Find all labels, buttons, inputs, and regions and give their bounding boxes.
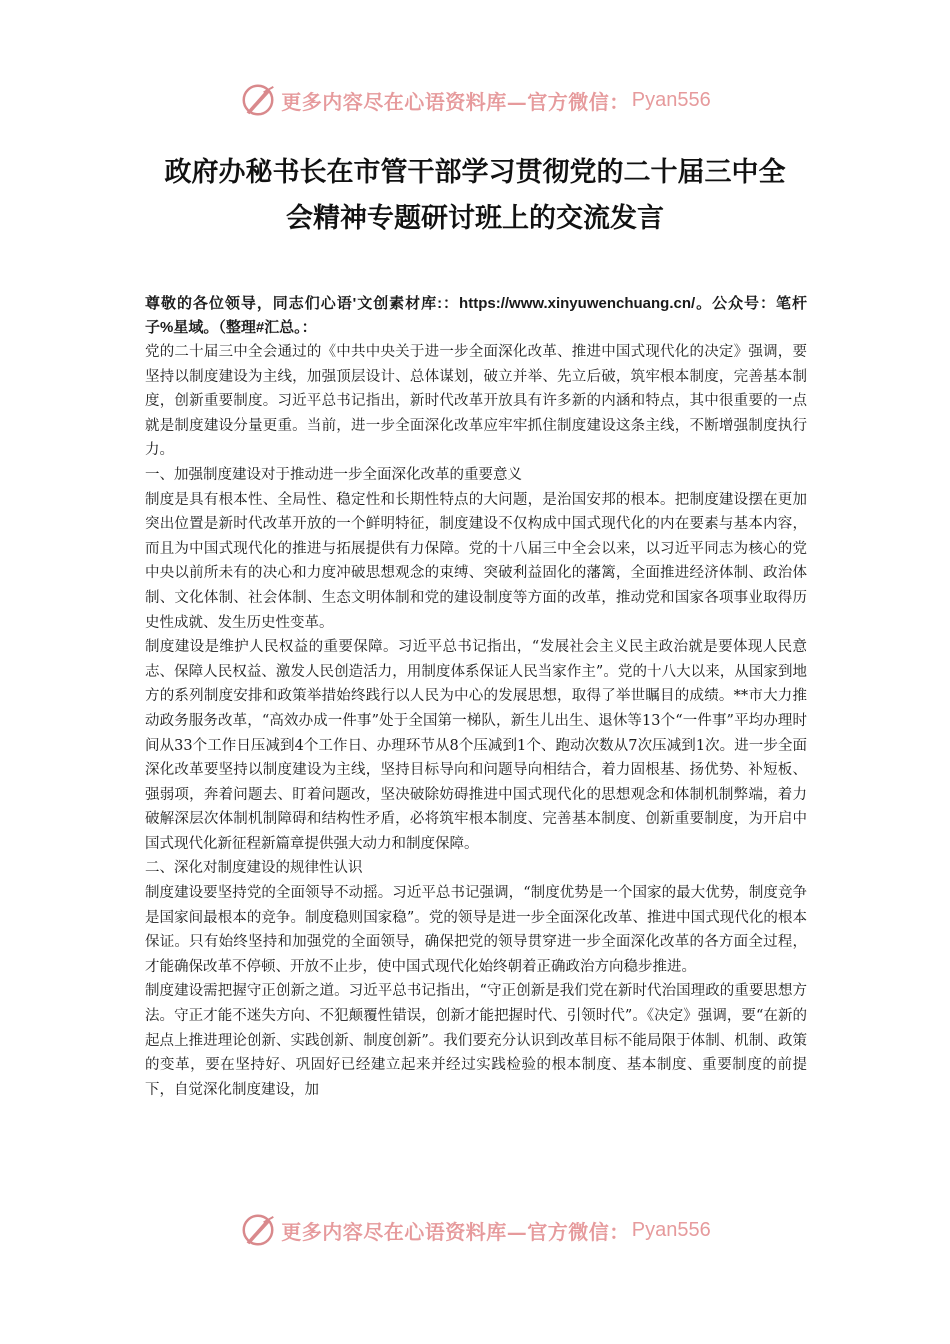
section-2-paragraph-2: 制度建设需把握守正创新之道。习近平总书记指出，“守正创新是我们党在新时代治国理政的重要思想方法。守正才能不迷失方向、不犯颠覆性错误，创新才能把握时代、引领时代”。《决定》强调，要“在新的起点上推进理论创新、实践创新、制度创新”。我们要充分认识到改革目标不能局限于体制、机制、政策的变革，要在坚持好、巩固好已经建立起来并经过实践检验的根本制度、基本制度、重要制度的前提下，自觉深化制度建设，加	[145, 983, 807, 1098]
section-1-paragraph-1: 制度是具有根本性、全局性、稳定性和长期性特点的大问题，是治国安邦的根本。把制度建设摆在更加突出位置是新时代改革开放的一个鲜明特征，制度建设不仅构成中国式现代化的内在要素与基本内容，而且为中国式现代化的推进与拓展提供有力保障。党的十八届三中全会以来，以习近平同志为核心的党中央以前所未有的决心和力度冲破思想观念的束缚、突破利益固化的藩篱，全面推进经济体制、政治体制、文化体制、社会体制、生态文明体制和党的建设制度等方面的改革，推动党和国家各项事业取得历史性成就、发生历史性变革。	[145, 491, 807, 631]
banner-wechat-id: Pyan556	[631, 88, 711, 111]
intro-paragraph: 党的二十届三中全会通过的《中共中央关于进一步全面深化改革、推进中国式现代化的决定》强调，要坚持以制度建设为主线，加强顶层设计、总体谋划，破立并举、先立后破，筑牢根本制度，完善基本制度，创新重要制度。习近平总书记指出，新时代改革开放具有许多新的内涵和特点，其中很重要的一点就是制度建设分量更重。当前，进一步全面深化改革应牢牢抓住制度建设这条主线，不断增强制度执行力。	[145, 344, 807, 459]
footer-watermark-banner	[0, 1210, 950, 1250]
section-1-paragraph-2: 制度建设是维护人民权益的重要保障。习近平总书记指出，“发展社会主义民主政治就是要体现人民意志、保障人民权益、激发人民创造活力，用制度体系保证人民当家作主”。党的十八大以来，从国家到地方的系列制度安排和政策举措始终践行以人民为中心的发展思想，取得了举世瞩目的成绩。**市大力推动政务服务改革，“高效办成一件事”处于全国第一梯队，新生儿出生、退休等13个“一件事”平均办理时间从33个工作日压减到4个工作日、办理环节从8个压减到1个、跑动次数从7次压减到1次。进一步全面深化改革要坚持以制度建设为主线，坚持目标导向和问题导向相结合，着力固根基、扬优势、补短板、强弱项，奔着问题去、盯着问题改，坚决破除妨碍推进中国式现代化的思想观念和体制机制弊端，着力破解深层次体制机制障碍和结构性矛盾，必将筑牢根本制度、完善基本制度、创新重要制度，为开启中国式现代化新征程新篇章提供强大动力和制度保障。	[145, 639, 807, 852]
document-body	[145, 292, 807, 1102]
greeting-paragraph: 尊敬的各位领导，同志们心语'文创素材库:：https://www.xinyuwenchuang.cn/。公众号：笔杆子%星域。（整理#汇总。：	[145, 295, 807, 336]
document-title	[120, 150, 830, 242]
section-1-heading: 一、加强制度建设对于推动进一步全面深化改革的重要意义	[145, 466, 522, 483]
quill-pen-icon	[239, 81, 277, 119]
banner-text: 更多内容尽在心语资料库—官方微信：	[281, 1219, 630, 1244]
banner-wechat-id: Pyan556	[631, 1218, 711, 1241]
title-line-2: 会精神专题研讨班上的交流发言	[286, 203, 664, 234]
title-line-1: 政府办秘书长在市管干部学习贯彻党的二十届三中全	[164, 157, 786, 188]
banner-text: 更多内容尽在心语资料库—官方微信：	[281, 89, 630, 114]
section-2-heading: 二、深化对制度建设的规律性认识	[145, 860, 363, 877]
section-2-paragraph-1: 制度建设要坚持党的全面领导不动摇。习近平总书记强调，“制度优势是一个国家的最大优势，制度竞争是国家间最根本的竞争。制度稳则国家稳”。党的领导是进一步全面深化改革、推进中国式现代化的根本保证。只有始终坚持和加强党的全面领导，确保把党的领导贯穿进一步全面深化改革的各方面全过程，才能确保改革不停顿、开放不止步，使中国式现代化始终朝着正确政治方向稳步推进。	[145, 885, 807, 975]
quill-pen-icon	[239, 1211, 277, 1249]
header-watermark-banner	[0, 80, 950, 120]
